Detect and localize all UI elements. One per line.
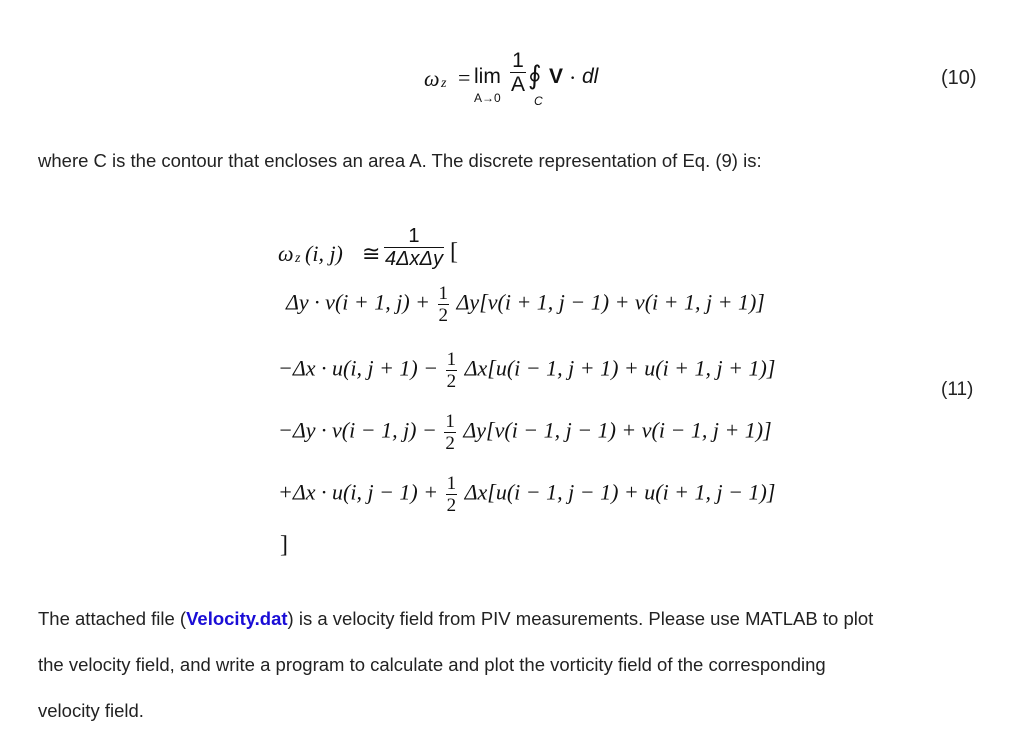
integral-subscript: C	[534, 94, 543, 108]
line2-second-term: Δx[u(i − 1, j + 1) + u(i + 1, j + 1)]	[464, 355, 776, 381]
paragraph-contour-description: where C is the contour that encloses an area A. The discrete representation of Eq. (9) is:	[38, 150, 762, 171]
omega-symbol: ω	[424, 66, 440, 91]
equation-11-lhs	[278, 226, 498, 276]
half-denominator: 2	[446, 495, 457, 516]
omega-subscript: z	[295, 251, 301, 266]
line3-second-term: Δy[v(i − 1, j − 1) + v(i − 1, j + 1)]	[463, 417, 772, 443]
fraction-denominator: 4ΔxΔy	[385, 248, 443, 270]
equation-11-line-1	[286, 284, 765, 325]
close-bracket: ]	[280, 532, 288, 558]
equals-sign: =	[458, 65, 471, 90]
half-fraction	[446, 350, 458, 391]
half-fraction	[446, 474, 458, 515]
dot-operator: ·	[569, 65, 577, 90]
half-denominator: 2	[438, 305, 449, 326]
lim-operator: lim	[474, 65, 501, 88]
line3-first-term: −Δy · v(i − 1, j) −	[278, 417, 443, 443]
paragraph-prefix: The attached file (	[38, 608, 187, 629]
open-bracket: [	[450, 239, 458, 265]
half-numerator: 1	[446, 473, 457, 494]
line4-first-term: +Δx · u(i, j − 1) +	[278, 479, 444, 505]
omega-args: (i, j)	[305, 241, 343, 266]
half-denominator: 2	[445, 433, 455, 454]
half-denominator: 2	[446, 371, 457, 392]
equation-number-10: (10)	[941, 67, 977, 89]
half-fraction	[438, 284, 450, 325]
line1-second-term: Δy[v(i + 1, j − 1) + v(i + 1, j + 1)]	[456, 289, 765, 315]
paragraph-assignment-line-3: velocity field.	[38, 700, 144, 721]
half-numerator: 1	[438, 283, 449, 304]
line4-second-term: Δx[u(i − 1, j − 1) + u(i + 1, j − 1)]	[464, 479, 776, 505]
lim-subscript: A→0	[474, 91, 501, 105]
omega-subscript: z	[441, 76, 447, 91]
fraction-denominator: A	[511, 73, 526, 96]
fraction-numerator: 1	[512, 49, 524, 72]
contour-integral-icon: ∮	[528, 61, 542, 90]
equation-number-11: (11)	[941, 379, 974, 400]
fraction-prefactor	[384, 226, 444, 269]
paragraph-assignment-line-2: the velocity field, and write a program to calculate and plot the vorticity field of the corresponding	[38, 654, 826, 675]
approx-equal-sign: ≅	[362, 241, 381, 266]
fraction-numerator: 1	[408, 225, 420, 247]
paragraph-assignment-line-1	[38, 608, 873, 630]
line2-first-term: −Δx · u(i, j + 1) −	[278, 355, 444, 381]
velocity-vector: V	[549, 65, 564, 88]
fraction-one-over-a	[510, 50, 526, 95]
dl-term: dl	[582, 65, 599, 88]
half-numerator: 1	[445, 411, 455, 432]
omega-symbol: ω	[278, 241, 294, 266]
half-numerator: 1	[446, 349, 457, 370]
velocity-file-link[interactable]: Velocity.dat	[186, 608, 288, 629]
paragraph-suffix: ) is a velocity field from PIV measurements. Please use MATLAB to plot	[287, 608, 874, 629]
equation-11-line-3	[278, 412, 772, 453]
line1-first-term: Δy · v(i + 1, j) +	[286, 289, 436, 315]
half-fraction	[444, 412, 456, 453]
equation-11-line-2	[278, 350, 775, 391]
equation-11-line-4	[278, 474, 775, 515]
